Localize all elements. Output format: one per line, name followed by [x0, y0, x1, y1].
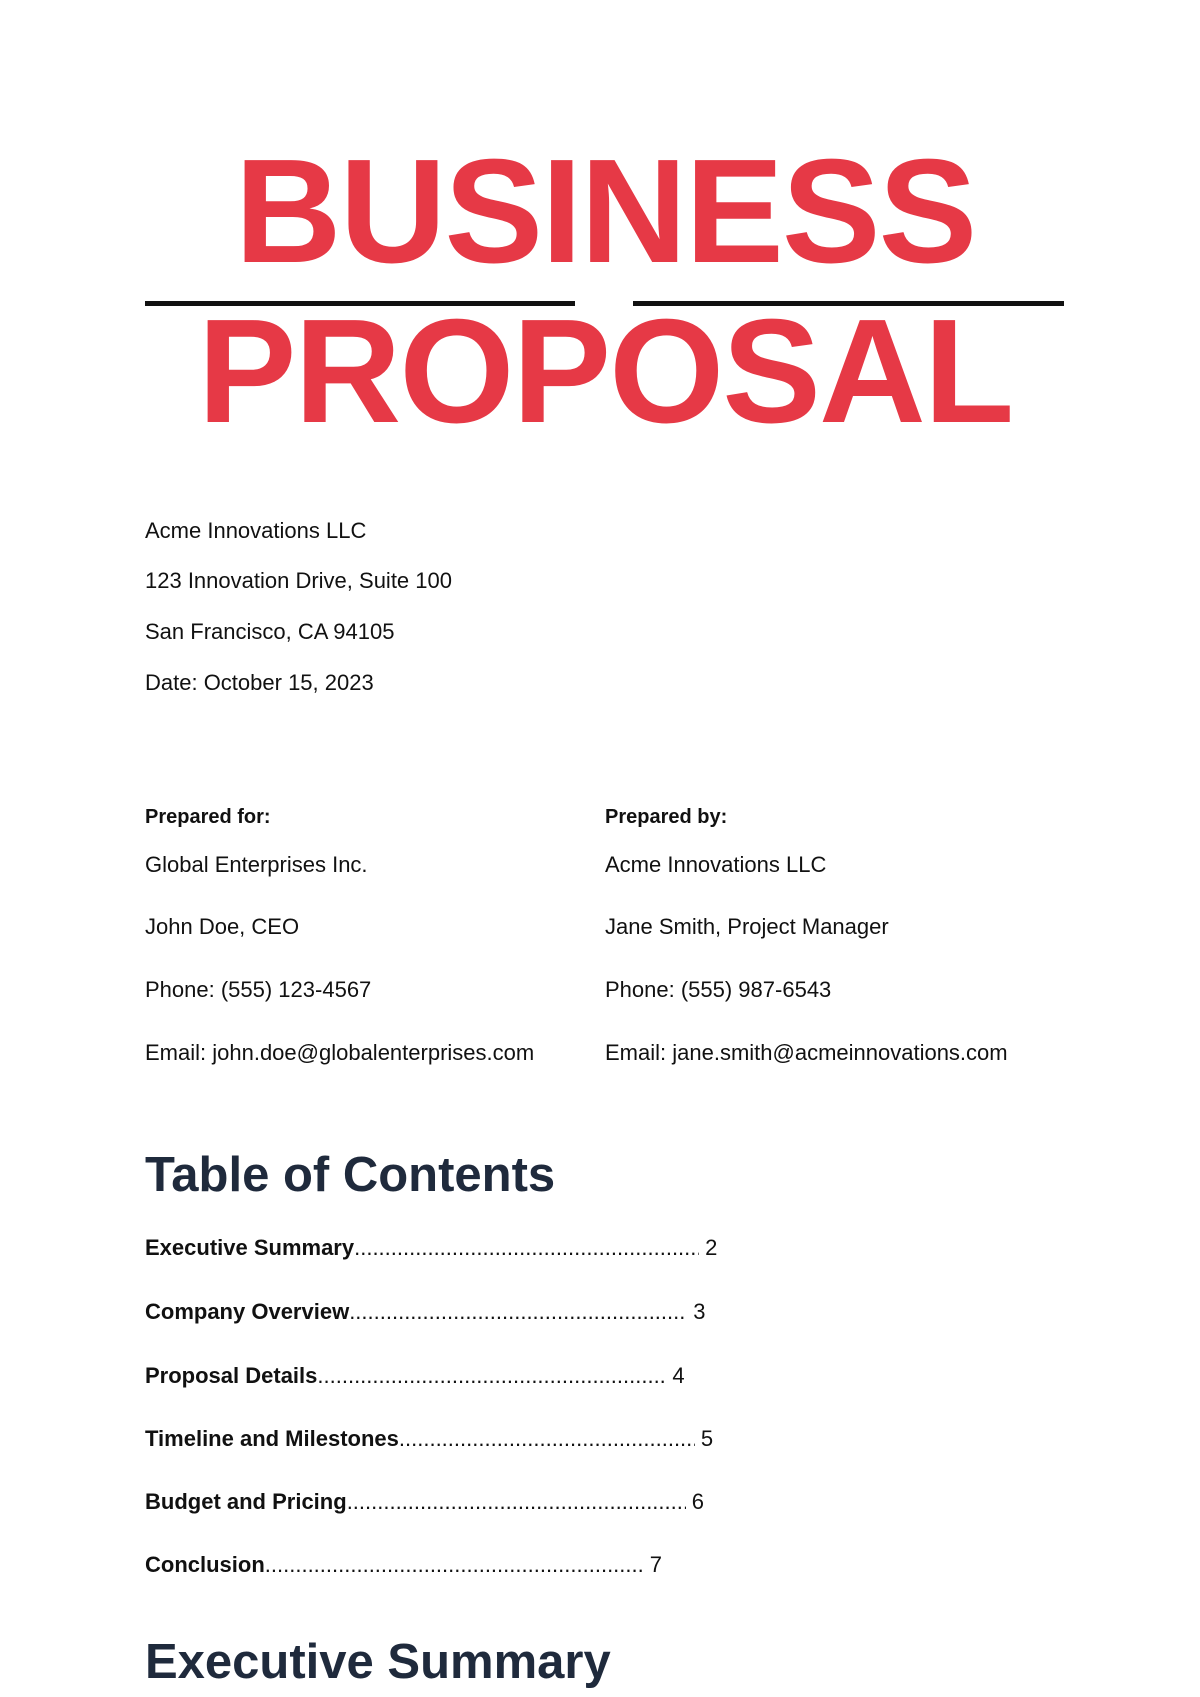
toc-item-title: Company Overview: [145, 1299, 350, 1324]
toc-item[interactable]: [145, 1489, 704, 1515]
prepared-by-label: Prepared by:: [605, 806, 728, 828]
toc-item-page: 2: [705, 1235, 718, 1260]
sender-city: San Francisco, CA 94105: [145, 619, 395, 644]
toc-heading: Table of Contents: [145, 1148, 556, 1202]
toc-dot-leader: [265, 1552, 644, 1578]
toc-item[interactable]: [145, 1426, 713, 1452]
toc-item-title: Timeline and Milestones: [145, 1426, 399, 1451]
toc-item-page: 5: [700, 1426, 714, 1451]
vendor-phone: Phone: (555) 987-6543: [605, 977, 832, 1002]
toc-item-page: 3: [693, 1299, 706, 1324]
toc-dot-leader: [317, 1363, 666, 1389]
toc-item-title: Budget and Pricing: [145, 1489, 347, 1514]
vendor-contact: Jane Smith, Project Manager: [605, 914, 889, 939]
toc-item[interactable]: [145, 1552, 662, 1578]
toc-dot-leader: [347, 1489, 686, 1515]
proposal-date: Date: October 15, 2023: [145, 670, 374, 695]
toc-item[interactable]: [145, 1235, 717, 1261]
toc-dot-leader: [399, 1426, 695, 1452]
toc-item-title: Conclusion: [145, 1552, 265, 1577]
toc-dot-leader: [349, 1299, 687, 1325]
toc-item[interactable]: [145, 1363, 685, 1389]
client-email: Email: john.doe@globalenterprises.com: [145, 1040, 535, 1065]
toc-item-page: 6: [691, 1489, 704, 1514]
vendor-company: Acme Innovations LLC: [605, 852, 827, 877]
toc-item-title: Executive Summary: [145, 1235, 355, 1260]
client-contact: John Doe, CEO: [145, 914, 300, 939]
toc-item[interactable]: [145, 1299, 705, 1325]
client-phone: Phone: (555) 123-4567: [145, 977, 372, 1002]
toc-dot-leader: [354, 1235, 699, 1261]
title-business: BUSINESS: [234, 129, 976, 294]
toc-item-title: Proposal Details: [145, 1363, 318, 1388]
prepared-for-label: Prepared for:: [145, 806, 271, 828]
toc-item-page: 7: [649, 1552, 663, 1577]
sender-company: Acme Innovations LLC: [145, 518, 367, 543]
client-company: Global Enterprises Inc.: [145, 852, 368, 877]
title-proposal: PROPOSAL: [197, 289, 1013, 454]
sender-street: 123 Innovation Drive, Suite 100: [145, 568, 452, 593]
toc-item-page: 4: [672, 1363, 685, 1388]
executive-summary-heading: Executive Summary: [145, 1635, 611, 1689]
vendor-email: Email: jane.smith@acmeinnovations.com: [605, 1040, 1008, 1065]
